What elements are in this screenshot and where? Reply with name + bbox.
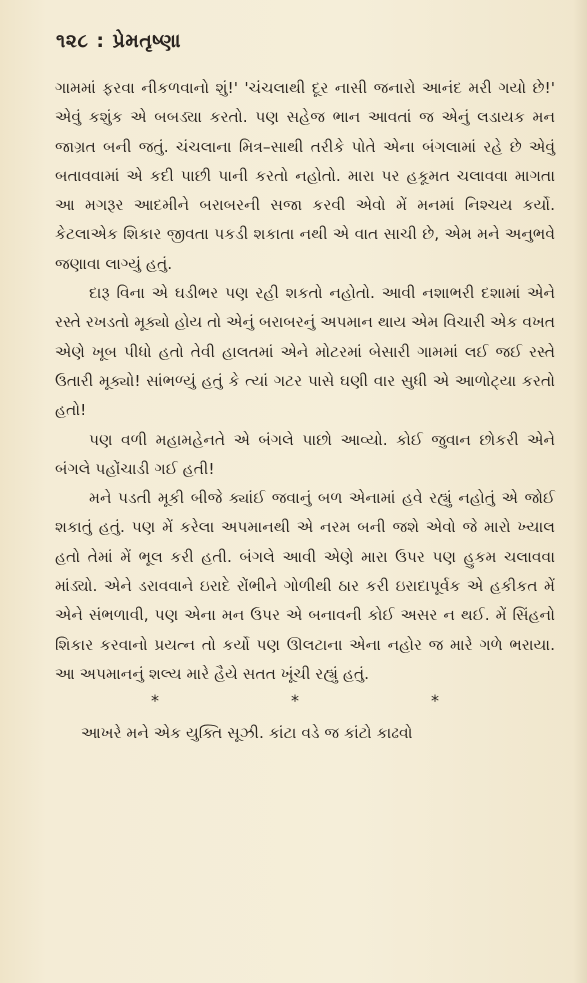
section-break	[85, 689, 505, 713]
body-text	[55, 74, 555, 749]
paragraph-1: ગામમાં ફરવા નીકળવાનો શું!' 'ચંચલાથી દૂર નાસી જનારો આનંદ મરી ગયો છે!' એવું કશુંક એ બબડ્યા કરતો. પણ સહેજ ભાન આવતાં જ એનું લડાયક મન જાગ્રત બની જતું. ચંચલાના મિત્ર–સાથી તરીકે પોતે એના બંગલામાં રહે છે એવું બતાવવામાં એ કદી પાછી પાની કરતો નહોતો. મારા પર હકૂમત ચલાવવા માગતા આ મગરૂર આદમીને બરાબરની સજા કરવી એવો મેં મનમાં નિશ્ચય કર્યો. કેટલાએક શિકાર જીવતા પકડી શકાતા નથી એ વાત સાચી છે, એમ મને અનુભવે જણાવા લાગ્યું હતું.	[55, 79, 555, 273]
paragraph-4: મને પડતી મૂકી બીજે ક્યાંઈ જવાનું બળ એનામાં હવે રહ્યું નહોતું એ જોઈ શકાતું હતું. પણ મેં કરેલા અપમાનથી એ નરમ બની જશે એવો જે મારો ખ્યાલ હતો તેમાં મેં ભૂલ કરી હતી. બંગલે આવી એણે મારા ઉપર પણ હુકમ ચલાવવા માંડ્યો. એને ડરાવવાને ઇરાદે રોંભીને ગોળીથી ઠાર કરી ઇરાદાપૂર્વક એ હકીકત મેં એને સંભળાવી, પણ એના મન ઉપર એ બનાવની કોઈ અસર ન થઈ. મેં સિંહનો શિકાર કરવાનો પ્રયત્ન તો કર્યો પણ ઊલટાના એના નહોર જ મારે ગળે ભરાયા. આ અપમાનનું શલ્ય મારે હૈયે સતત ખૂંચી રહ્યું હતું.	[55, 489, 555, 683]
last-line: આખરે મને એક યુક્તિ સૂઝી. કાંટા વડે જ કાંટો કાઢવો	[81, 724, 413, 743]
section-break-star: *	[151, 691, 159, 711]
section-break-star: *	[291, 691, 299, 711]
page-number: ૧૨૮	[56, 30, 89, 52]
paragraph-3: પણ વળી મહામહેનતે એ બંગલે પાછો આવ્યો. કોઈ જુવાન છોકરી એને બંગલે પહોંચાડી ગઈ હતી!	[55, 430, 555, 478]
page-header	[56, 30, 181, 52]
paragraph-2: દારૂ વિના એ ઘડીભર પણ રહી શકતો નહોતો. આવી નશાભરી દશામાં એને રસ્તે રખડતો મૂક્યો હોય તો એનું બરાબરનું અપમાન થાય એમ વિચારી એક વખત એણે ખૂબ પીધો હતો તેવી હાલતમાં એને મોટરમાં બેસારી ગામમાં લઈ જઈ રસ્તે ઉતારી મૂક્યો! સાંભળ્યું હતું કે ત્યાં ગટર પાસે ઘણી વાર સુધી એ આળોટ્યા કરતો હતો!	[55, 284, 555, 420]
page-edge-shadow	[573, 0, 587, 983]
book-title: પ્રેમતૃષ્ણા	[112, 30, 182, 52]
section-break-star: *	[431, 691, 439, 711]
header-separator: :	[96, 30, 105, 52]
